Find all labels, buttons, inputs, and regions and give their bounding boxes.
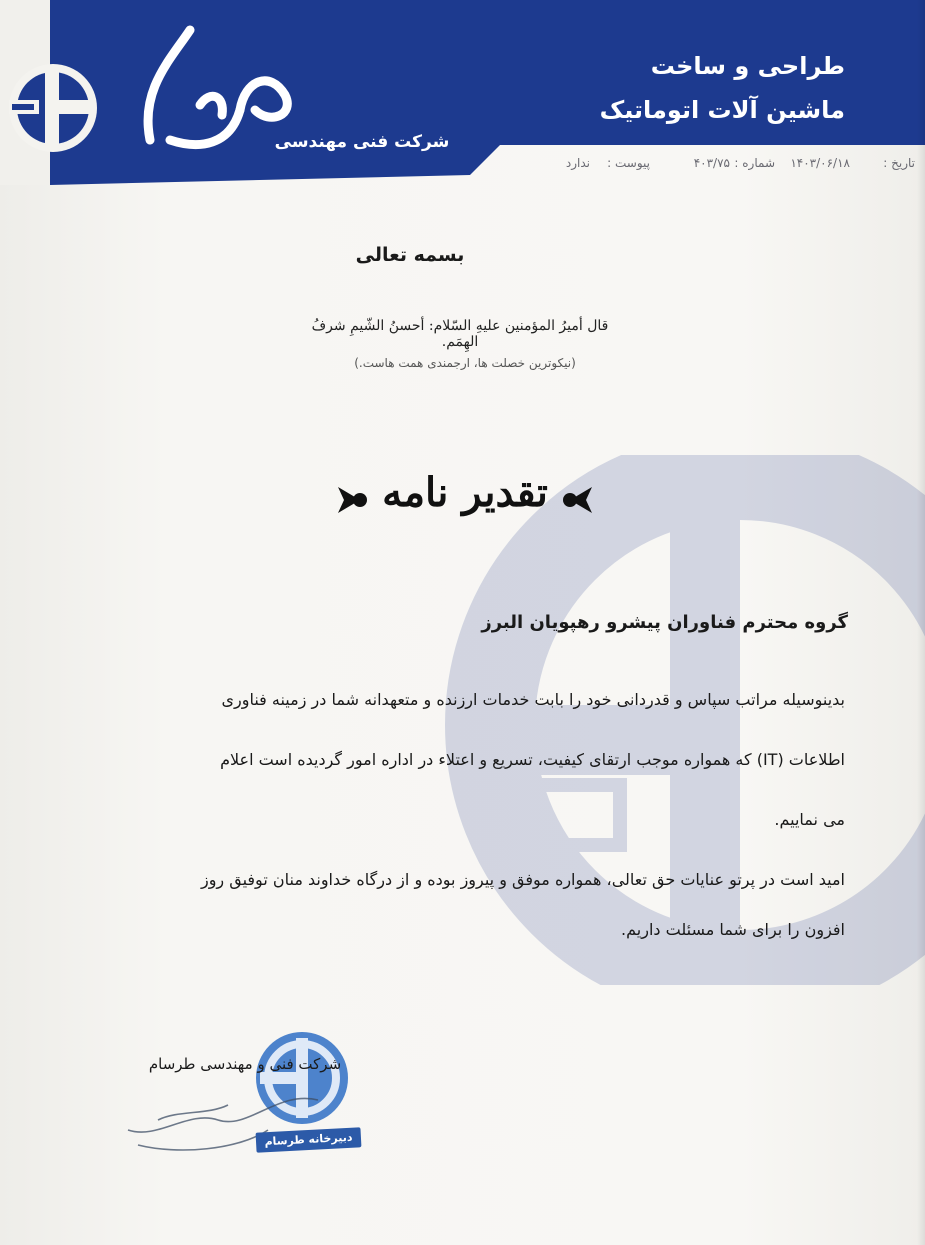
attachment-value: ندارد: [565, 156, 590, 170]
quote-arabic: قال أمیرُ المؤمنین علیهِ السّلام: أحسنُ الشّیمِ شرفُ الهِمَم.: [311, 318, 609, 350]
bismillah-heading: بسمه تعالی: [355, 244, 465, 266]
body-line-4: امید است در پرتو عنایات حق تعالی، همواره موفق و پیروز بوده و از درگاه خداوند منان توفیق روز: [200, 870, 845, 889]
date-label: تاریخ :: [883, 156, 915, 170]
ornament-left-icon: [338, 487, 367, 513]
attachment-label: پیوست :: [607, 156, 650, 170]
body-line-3: می نماییم.: [774, 810, 845, 829]
date-value: ۱۴۰۳/۰۶/۱۸: [790, 156, 850, 170]
title-block: [330, 465, 600, 535]
signer-name: شرکت فنی و مهندسی طرسام: [148, 1055, 342, 1073]
tagline-line-1: طراحی و ساخت: [650, 52, 845, 80]
page-edge-shadow: [917, 0, 925, 1245]
body-line-2: اطلاعات (IT) که همواره موجب ارتقای کیفیت، تسریع و اعتلاء در اداره امور گردیده است اعلام: [220, 750, 845, 769]
body-line-5: افزون را برای شما مسئلت داریم.: [621, 920, 845, 939]
quote-translation: (نیکوترین خصلت ها، ارجمندی همت هاست.): [354, 356, 576, 370]
number-label: شماره :: [734, 156, 775, 170]
tagline-line-2: ماشین آلات اتوماتیک: [599, 96, 845, 124]
stamp-label: دبیرخانه طرسام: [256, 1127, 362, 1152]
letterhead: [0, 0, 925, 185]
letter-meta: [520, 156, 915, 178]
ornament-right-icon: [563, 487, 592, 513]
company-name: شرکت فنی مهندسی: [274, 132, 450, 152]
company-logo-icon: [9, 64, 97, 152]
recipient: گروه محترم فناوران پیشرو رهپویان البرز: [481, 612, 848, 633]
number-value: ۴۰۳/۷۵: [693, 156, 730, 170]
body-line-1: بدینوسیله مراتب سپاس و قدردانی خود را بابت خدمات ارزنده و متعهدانه شما در زمینه فناوری: [221, 690, 845, 709]
document-title: تقدیر نامه: [382, 469, 548, 516]
